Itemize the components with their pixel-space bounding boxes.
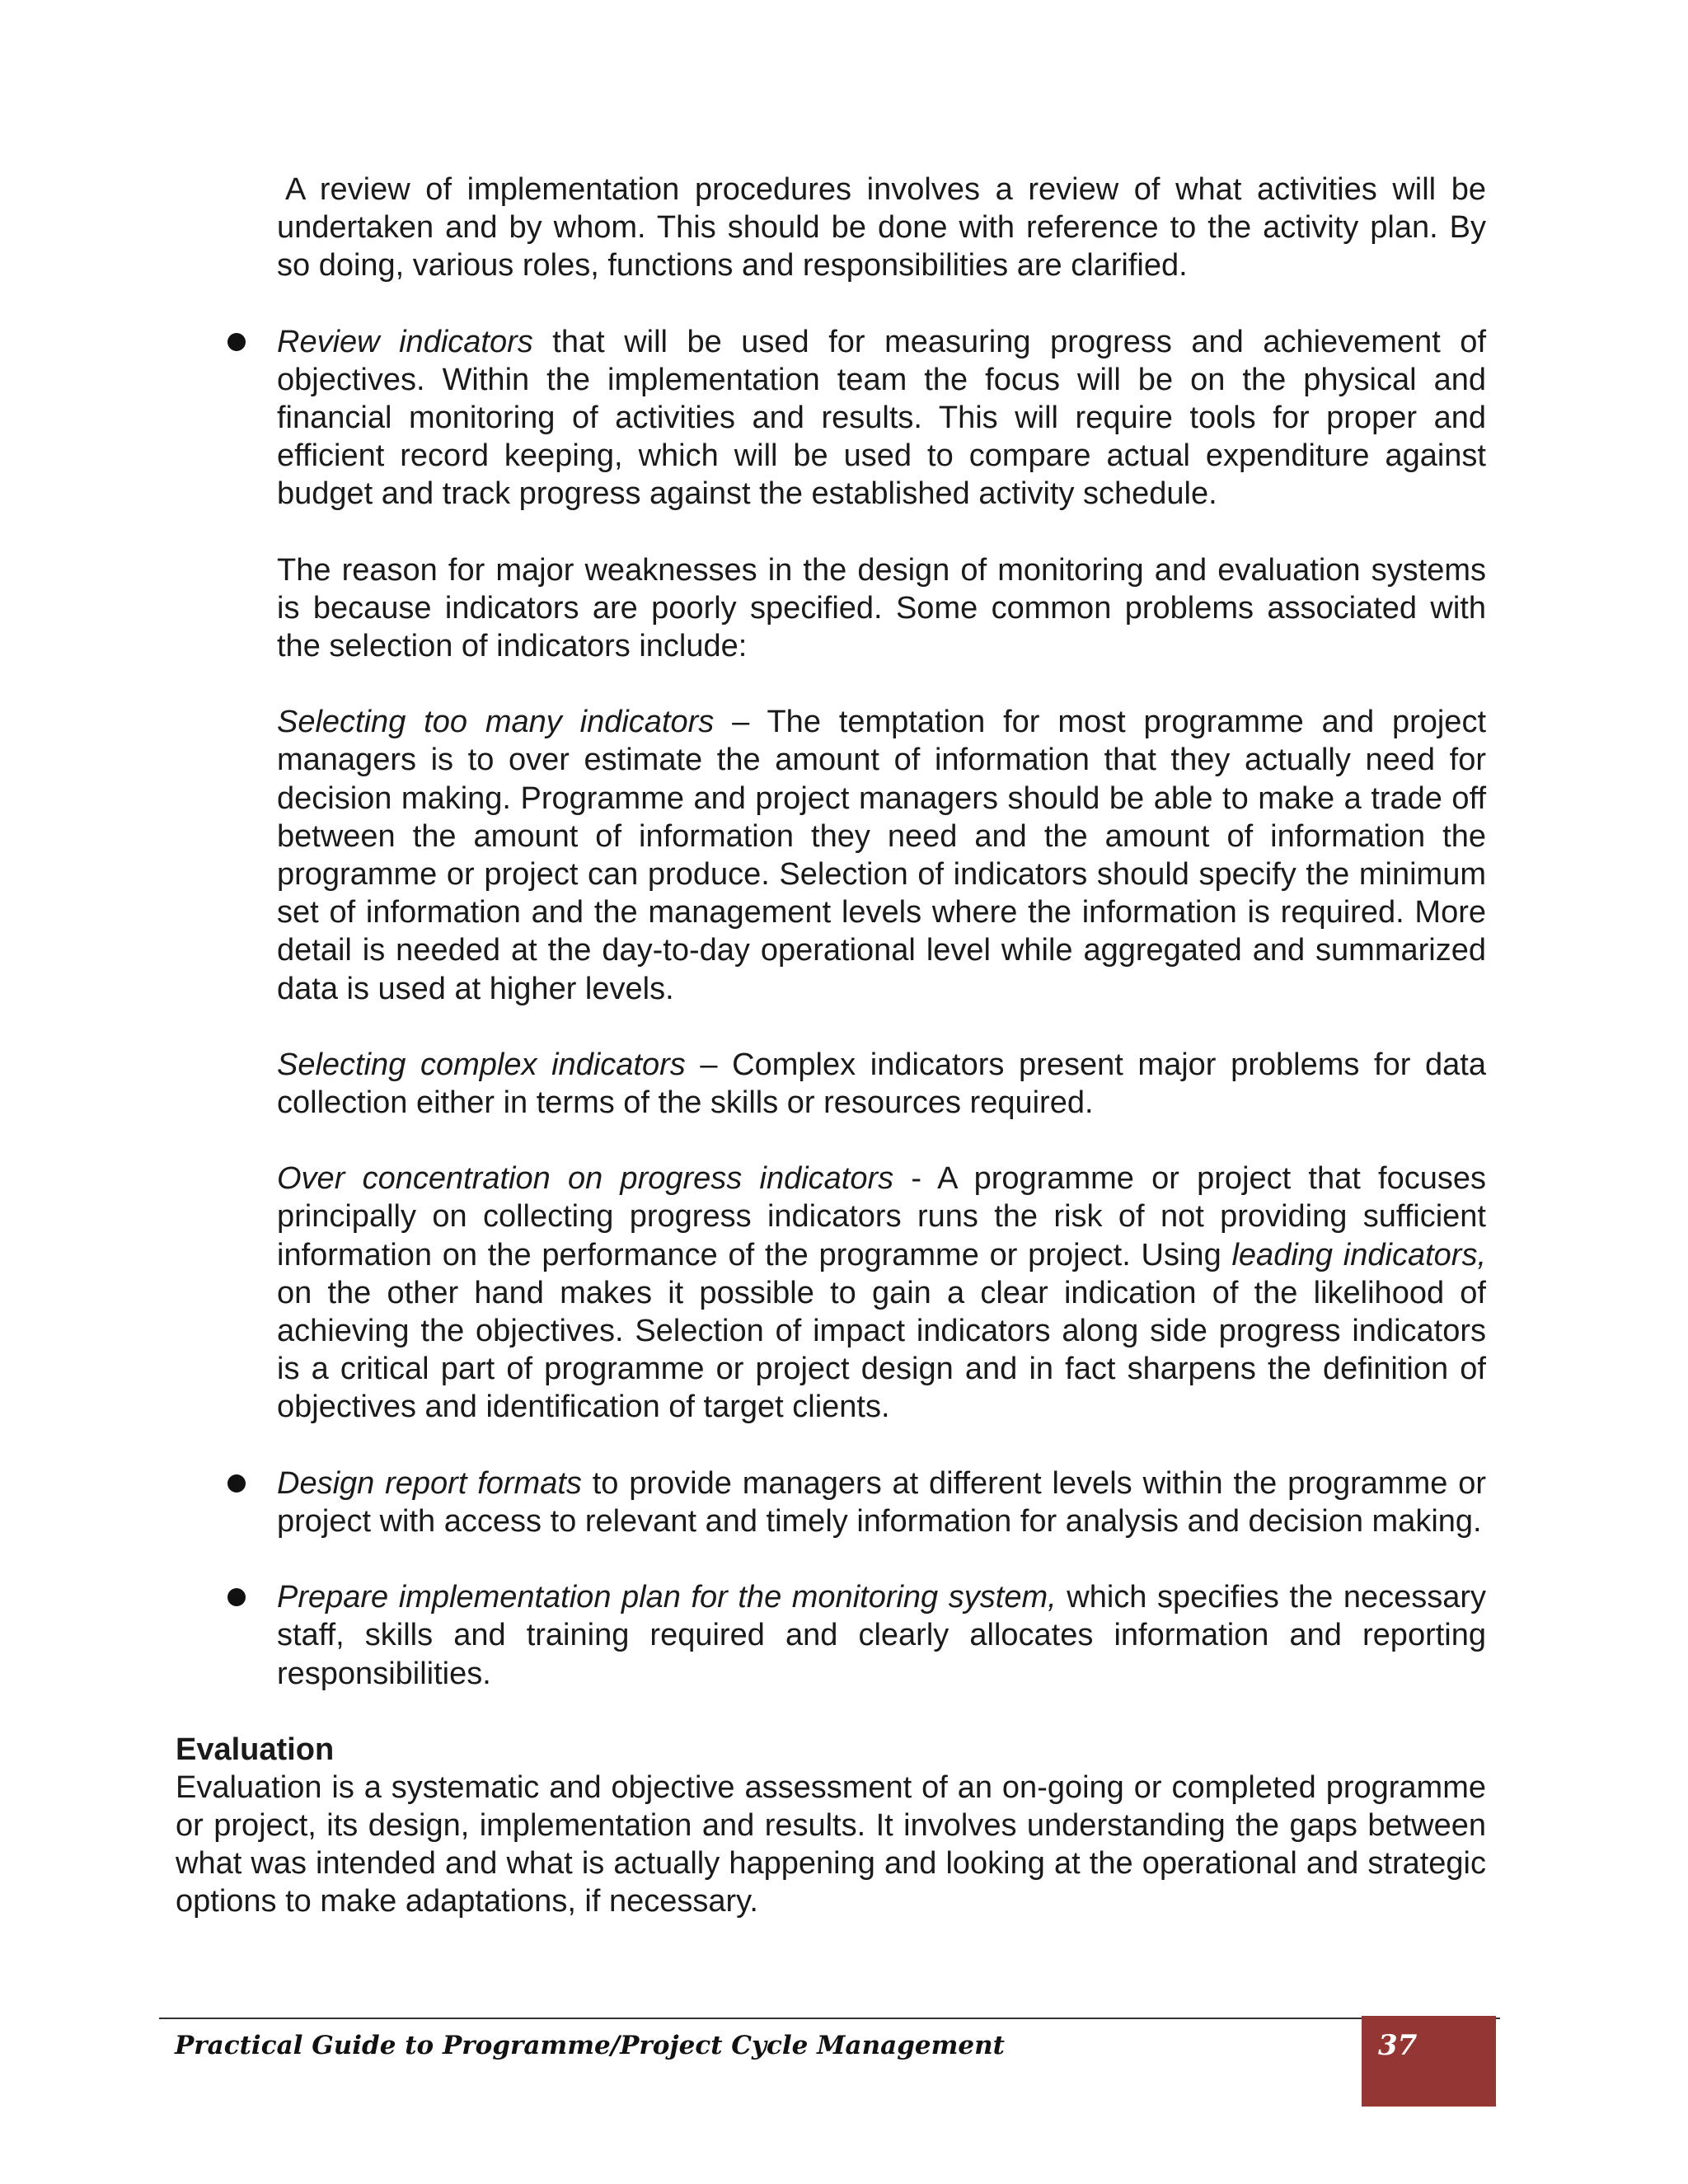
problem-progress-indicators: Over concentration on progress indicators - A programme or project that focuses principally on collecting progress indicators runs the risk of not providing sufficient information on the performance of the programme or project. Using leading indicators, on the other hand makes it possible to gain a clear indication of the likelihood of achieving the objectives. Selection of impact indicators along side progress indicators is a critical part of programme or project design and in fact sharpens the definition of objectives and identification of target clients. [277, 1161, 1486, 1425]
bullet-prepare-implementation-plan: Prepare implementation plan for the monitoring system, which specifies the necessary staff, skills and training required and clearly allocates information and reporting responsibilities. [176, 1578, 1486, 1693]
bullet-lead-italic: Review indicators [277, 324, 533, 359]
page-number: 37 [1378, 2029, 1418, 2062]
section-heading-evaluation: Evaluation [176, 1732, 335, 1767]
problem-too-many-indicators: Selecting too many indicators – The temptation for most programme and project managers is to over estimate the amount of information that they actually need for decision making. Programme and project managers should be able to make a trade off between the amount of information they need and the amount of information the programme or project can produce. Selection of indicators should specify the minimum set of information and the management levels where the information is required. More detail is needed at the day-to-day operational level while aggregated and summarized data is used at higher levels. [277, 705, 1487, 1006]
weakness-paragraph: The reason for major weaknesses in the design of monitoring and evaluation systems is because indicators are poorly specified. Some common problems associated with the selection of indicators include: [277, 552, 1486, 664]
problem-complex-indicators: Selecting complex indicators – Complex indicators present major problems for data collection either in terms of the skills or resources required. [277, 1047, 1486, 1121]
bullet-dot-icon [227, 333, 246, 351]
bullet-dot-icon [227, 1474, 246, 1493]
bullet-design-report-formats: Design report formats to provide managers at different levels within the programme or project with access to relevant and timely information for analysis and decision making. [176, 1465, 1486, 1540]
intro-paragraph: A review of implementation procedures involves a review of what activities will be undertaken and by whom. This should be done with reference to the activity plan. By so doing, various roles, functions and responsibilities are clarified. [277, 172, 1486, 284]
document-body [176, 171, 1486, 1921]
footer-divider [159, 2018, 1500, 2019]
bullet-review-indicators: Review indicators that will be used for measuring progress and achievement of objectives. Within the implementation team the focus will be on the physical and financial monitoring of activities and results. This will require tools for proper and efficient record keeping, which will be used to compare actual expenditure against budget and track progress against the established activity schedule. [176, 323, 1486, 513]
evaluation-paragraph: Evaluation is a systematic and objective assessment of an on-going or completed programme or project, its design, implementation and results. It involves understanding the gaps between what was intended and what is actually happening and looking at the operational and strategic options to make adaptations, if necessary. [176, 1769, 1486, 1919]
bullet-dot-icon [227, 1588, 246, 1606]
footer-document-title: Practical Guide to Programme/Project Cycle Management [175, 2031, 1005, 2060]
